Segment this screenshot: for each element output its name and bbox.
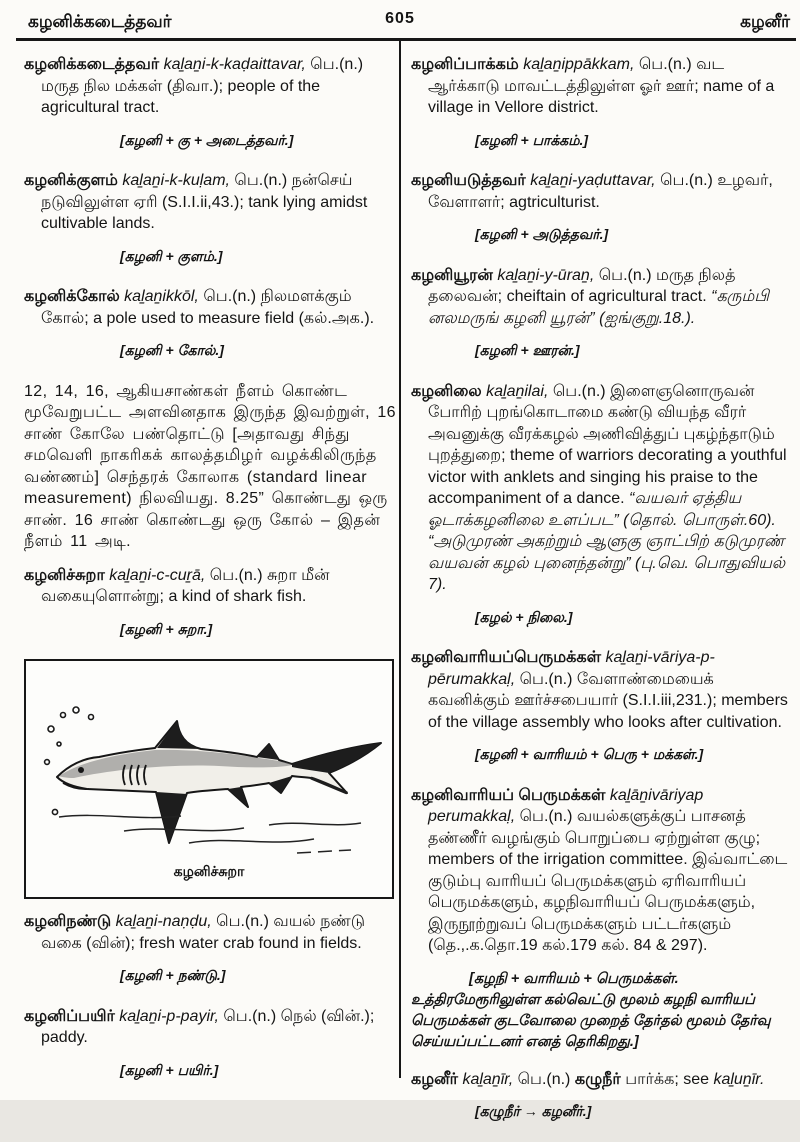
- page-number: 605: [385, 10, 415, 27]
- water-lines: [59, 815, 361, 853]
- entry-etymology: [கழனி + ஊரன்.]: [475, 342, 580, 358]
- entry-etymology: [கழல் + நிலை.]: [475, 608, 573, 625]
- entry-body: கழனியடுத்தவர் kaḻaṉi-yaḍuttavar, பெ.(n.) உழவர், வேளாளர்; agtriculturist.: [411, 172, 773, 211]
- running-head-right: கழனீர்: [740, 12, 790, 31]
- entry-etymology-note: [கழநி + வாரியம் + பெருமக்கள். உத்திரமேரூரிலுள்ள கல்வெட்டு மூலம் கழநி வாரியப் பெருமக்கள் குடவோலை முறைத் தேர்தல் மூலம் தேர்வு செய்யப்பட்டனர் எனத் தெரிகிறது.]: [411, 970, 771, 1050]
- entry-body: கழனிவாரியப் பெருமக்கள் kaḻāṉivāriyap perumakkaḷ, பெ.(n.) வயல்களுக்குப் பாசனத் தண்ணீர் வழங்கும் பொறுப்பை ஏற்றுள்ள குழு; members of the irrigation committee. இவ்வாட்டை குடும்பு வாரியப் பெருமக்களும் ஏரிவாரியப் பெருமக்களும், கழநிவாரியப் பெருமக்களும், இருநூற்றுவப் பெருமக்களும் பட்டர்களும் (தெ.,.க.தொ.19 கல்.179 கல். 84 & 297).: [411, 786, 788, 954]
- shark-illustration: [29, 665, 389, 865]
- figure-caption: கழனிச்சுறா: [173, 863, 245, 879]
- entry-body: கழனியூரன் kaḻaṉi-y-ūraṉ, பெ.(n.) மருத நிலத் தலைவன்; cheiftain of agricultural tract. “கரும்பி னலமருங் கழனி யூரன்” (ஐங்குறு.18.).: [411, 266, 769, 327]
- entry-body: கழனிக்கடைத்தவர் kaḻaṉi-k-kaḍaittavar, பெ.(n.) மருத நில மக்கள் (திவா.); people of the agricultural tract.: [24, 56, 364, 116]
- shark-figure-box: [24, 659, 394, 899]
- dictionary-entry: [24, 565, 396, 641]
- left-column: [24, 54, 396, 1100]
- entry-body: கழனிப்பாக்கம் kaḻaṉippākkam, பெ.(n.) வட ஆர்க்காடு மாவட்டத்திலுள்ள ஓர் ஊர்; name of a village in Vellore district.: [411, 56, 775, 116]
- entry-etymology: [கழனி + கோல்.]: [120, 342, 224, 358]
- entry-body: கழனிநண்டு kaḻaṉi-naṇḍu, பெ.(n.) வயல் நண்டு வகை (வின்); fresh water crab found in fields.: [24, 913, 366, 952]
- dictionary-entry: [24, 54, 396, 151]
- dictionary-entry: [24, 911, 396, 987]
- running-head-left: கழனிக்கடைத்தவர்: [28, 12, 172, 31]
- entry-body: கழனீர் kaḻaṉīr, பெ.(n.) கழுநீர் பார்க்க; see kaḻuṉīr.: [411, 1070, 765, 1088]
- dictionary-entry: [411, 170, 790, 246]
- entry-body: கழனிலை kaḻaṉilai, பெ.(n.) இளைஞனொருவன் போரிற் புறங்கொடாமை கண்டு வியந்த வீரர் அவனுக்கு வீரக்கழல் அணிவித்துப் புகழ்ந்தாடும் புறத்துறை; theme of warriors decorating a youthful victor with anklets and singing his praise to the accompaniment of a dance. “வயவர் ஏத்திய ஓடாக்கழனிலை உளப்பட” (தொல். பொருள்.60). “அடுமுரண் அகற்றும் ஆளுகு ஞாட்பிற் கடுமுரண் வயவன் கழல் புனைந்தன்று” (பு.வெ. பொதுவியல் 7).: [411, 382, 787, 593]
- dictionary-entry: [411, 1069, 790, 1123]
- right-column: [411, 54, 790, 1142]
- dictionary-entry: [411, 54, 790, 151]
- dictionary-entry: [24, 1006, 396, 1082]
- dictionary-entry: [24, 286, 396, 362]
- entry-etymology: [கழனி + பயிர்.]: [120, 1061, 219, 1078]
- entry-etymology: [கழனி + பாக்கம்.]: [475, 131, 589, 148]
- entry-body: கழனிப்பயிர் kaḻaṉi-p-payir, பெ.(n.) நெல் (வின்.); paddy.: [24, 1007, 375, 1046]
- dictionary-entry: [411, 265, 790, 362]
- entry-etymology: [கழனி + கு + அடைத்தவர்.]: [120, 131, 294, 148]
- dictionary-entry: [411, 785, 790, 1053]
- dictionary-entry: [24, 170, 396, 267]
- entry-etymology: [கழனி + குளம்.]: [120, 247, 223, 264]
- entry-body: கழனிச்சுறா kaḻaṉi-c-cuṟā, பெ.(n.) சுறா மீன் வகையுளொன்று; a kind of shark fish.: [24, 566, 330, 605]
- entry-etymology: [கழனி + வாரியம் + பெரு + மக்கள்.]: [475, 746, 704, 762]
- measurement-note: 12, 14, 16, ஆகியசாண்கள் நீளம் கொண்ட மூவேறுபட்ட அளவினதாக இருந்த இவற்றுள், 16 சாண் கோலே பண்தொட்டு [அதாவது சிந்து சமவெளி நாகரிகக் காலத்தமிழர் வழக்கிலிருந்த வண்ணம்] செந்தரக் கோலாக (standard linear measurement) நிலவியது. 8.25” கொண்டது ஒரு சாண். 16 சாண் கொண்டது ஒரு கோல் – இதன் நீளம் 11 அடி.: [24, 382, 396, 550]
- entry-etymology: [கழனி + அடுத்தவர்.]: [475, 226, 609, 242]
- header-rule: [16, 38, 796, 41]
- dorsal-fin: [157, 721, 201, 749]
- entry-body: கழனிக்குளம் kaḻaṉi-k-kuḷam, பெ.(n.) நன்செய் நடுவிலுள்ள ஏரி (S.I.I.ii,43.); tank lying amidst cultivable lands.: [24, 172, 368, 232]
- entry-body: கழனிவாரியப்பெருமக்கள் kaḻaṉi-vāriya-p-pērumakkaḷ, பெ.(n.) வேளாண்மையைக் கவனிக்கும் ஊர்ச்சபையார் (S.I.I.iii,231.); members of the village assembly who looks after cultivation.: [411, 649, 788, 731]
- dictionary-entry: [411, 381, 790, 629]
- eye: [78, 767, 84, 773]
- column-divider: [399, 41, 401, 1078]
- tail-upper-lobe: [292, 743, 381, 773]
- entry-body: கழனிக்கோல் kaḻaṉikkōl, பெ.(n.) நிலமளக்கும் கோல்; a pole used to measure field (கல்.அக.).: [24, 288, 375, 327]
- dictionary-entry: [411, 647, 790, 766]
- entry-etymology: [கழனி + நண்டு.]: [120, 967, 226, 983]
- entry-etymology: [கழுநீர் → கழனீர்.]: [475, 1103, 592, 1119]
- entry-etymology: [கழனி + சுறா.]: [120, 620, 213, 637]
